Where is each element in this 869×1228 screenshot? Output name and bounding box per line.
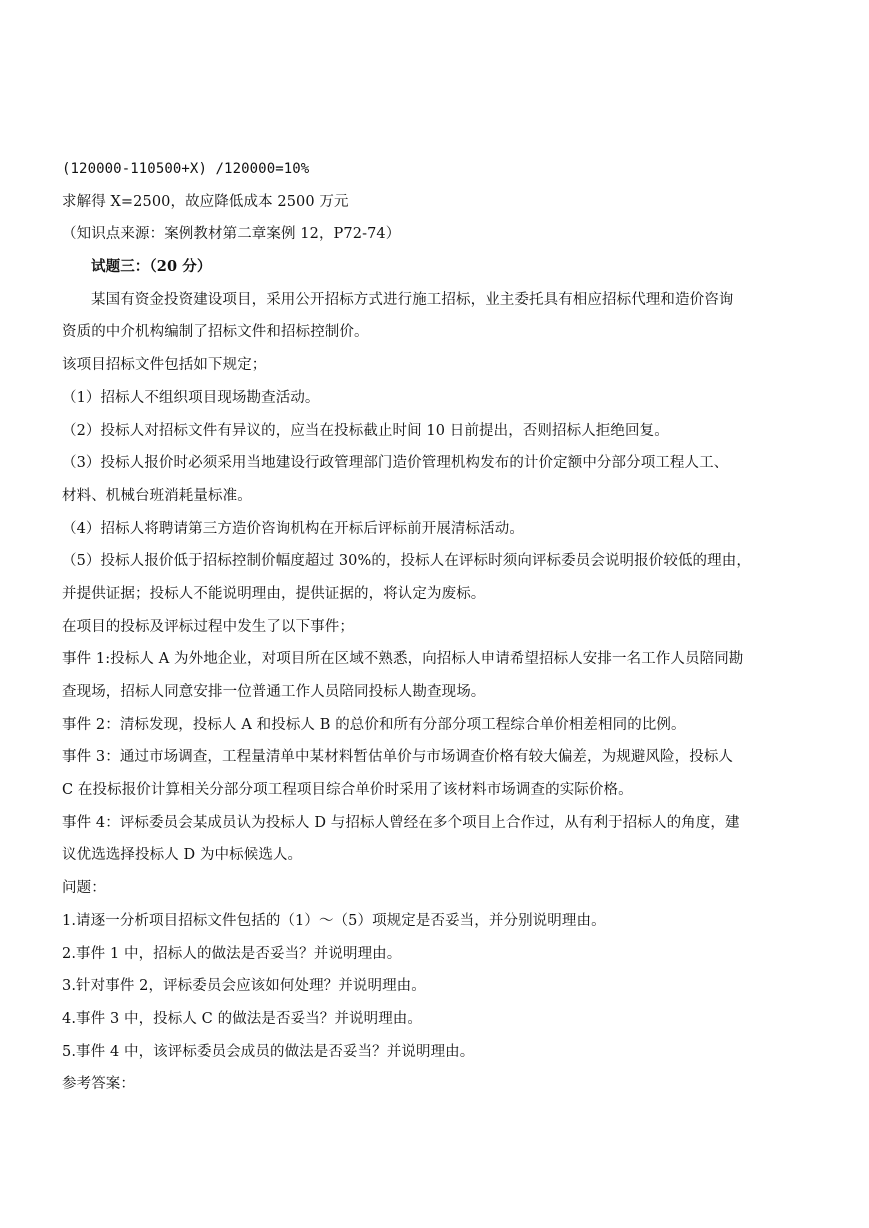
event-1-line-2: 查现场，招标人同意安排一位普通工作人员陪同投标人勘查现场。	[62, 684, 486, 700]
section-title: 试题三：（20 分）	[91, 258, 212, 276]
answer-label: 参考答案：	[62, 1076, 135, 1093]
event-1-line-1: 事件 1:投标人 A 为外地企业，对项目所在区域不熟悉，向招标人申请希望招标人安排一名工作人员陪同勘	[62, 651, 744, 668]
question-2: 2.事件 1 中，招标人的做法是否妥当？并说明理由。	[62, 945, 402, 962]
event-2: 事件 2：清标发现，投标人 A 和投标人 B 的总价和所有分部分项工程综合单价相差相同的比例。	[62, 716, 686, 733]
question-4: 4.事件 3 中，投标人 C 的做法是否妥当？并说明理由。	[62, 1010, 422, 1027]
rule-3-line-2: 材料、机械台班消耗量标准。	[62, 487, 252, 504]
rule-5-line-2: 并提供证据；投标人不能说明理由，提供证据的，将认定为废标。	[62, 585, 486, 602]
source-note: （知识点来源：案例教材第二章案例 12，P72-74）	[62, 226, 401, 243]
rule-4: （4）招标人将聘请第三方造价咨询机构在开标后评标前开展清标活动。	[62, 520, 524, 537]
rule-3-line-1: （3）投标人报价时必须采用当地建设行政管理部门造价管理机构发布的计价定额中分部分项工程人工、	[62, 455, 729, 472]
rule-2: （2）投标人对招标文件有异议的，应当在投标截止时间 10 日前提出，否则招标人拒绝回复。	[62, 422, 669, 439]
event-4-line-1: 事件 4：评标委员会某成员认为投标人 D 与招标人曾经在多个项目上合作过，从有利于招标人的角度，建	[62, 814, 740, 831]
document-body	[62, 153, 822, 1101]
solution-line: 求解得 X=2500，故应降低成本 2500 万元	[62, 193, 349, 210]
event-4-line-2: 议优选选择投标人 D 为中标候选人。	[62, 847, 303, 864]
question-1: 1.请逐一分析项目招标文件包括的（1）～（5）项规定是否妥当，并分别说明理由。	[62, 912, 606, 929]
rule-1: （1）招标人不组织项目现场勘查活动。	[62, 389, 320, 406]
rule-5-line-1: （5）投标人报价低于招标控制价幅度超过 30%的，投标人在评标时须向评标委员会说明报价较低的理由，	[62, 553, 751, 570]
questions-label: 问题：	[62, 880, 106, 897]
intro-paragraph-line-2: 资质的中介机构编制了招标文件和招标控制价。	[62, 324, 369, 341]
question-5: 5.事件 4 中，该评标委员会成员的做法是否妥当？并说明理由。	[62, 1043, 475, 1060]
rules-intro: 该项目招标文件包括如下规定；	[62, 357, 267, 374]
question-3: 3.针对事件 2，评标委员会应该如何处理？并说明理由。	[62, 978, 426, 995]
event-3-line-2: C 在投标报价计算相关分部分项工程项目综合单价时采用了该材料市场调查的实际价格。	[62, 782, 633, 799]
event-3-line-1: 事件 3：通过市场调查，工程量清单中某材料暂估单价与市场调查价格有较大偏差，为规避风险，投标人	[62, 749, 734, 766]
formula-line: (120000-110500+X) /120000=10%	[62, 161, 310, 177]
events-intro: 在项目的投标及评标过程中发生了以下事件；	[62, 618, 354, 635]
intro-paragraph-line-1: 某国有资金投资建设项目，采用公开招标方式进行施工招标，业主委托具有相应招标代理和造价咨询	[91, 291, 734, 308]
